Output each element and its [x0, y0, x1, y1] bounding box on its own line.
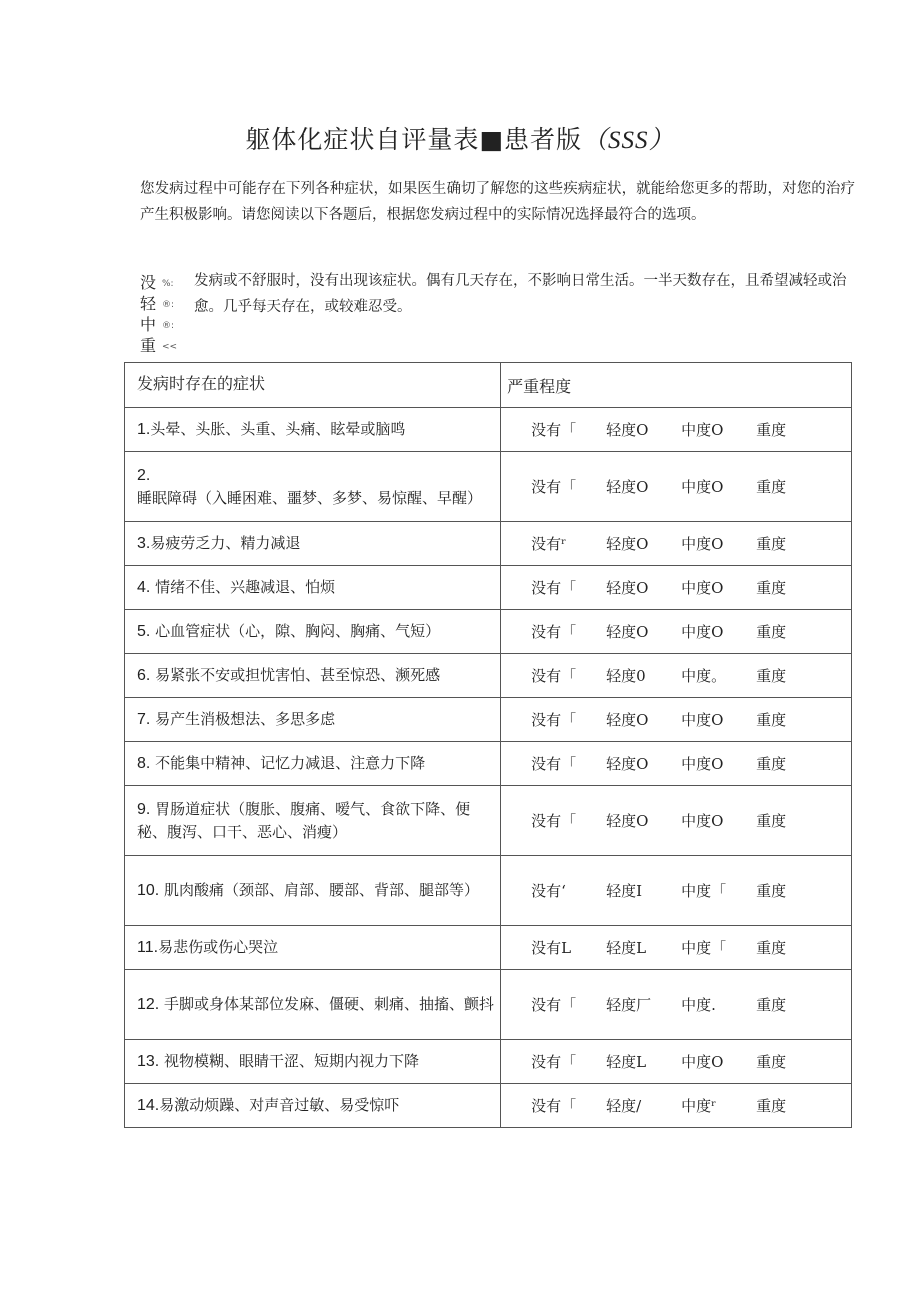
severity-option-moderate[interactable]: 中度O: [681, 812, 724, 830]
symptom-number: 12.: [137, 996, 160, 1013]
symptom-cell: [125, 408, 501, 452]
severity-options: [507, 419, 845, 440]
symptom-text: 肌肉酸痛（颈部、肩部、腰部、背部、腿部等）: [159, 881, 480, 899]
severity-option-severe[interactable]: 重度: [756, 1097, 787, 1115]
severity-option-none[interactable]: 没有‘: [531, 882, 566, 900]
legend-mark: ®:: [162, 300, 175, 310]
table-row: [125, 856, 852, 926]
form-title-main: 躯体化症状自评量表■患者版: [245, 125, 583, 154]
table-row: [125, 408, 852, 452]
severity-options: [507, 476, 845, 497]
symptom-text: 头晕、头胀、头重、头痛、眩晕或脑鸣: [150, 420, 406, 438]
severity-option-mild[interactable]: 轻度O: [606, 421, 649, 439]
severity-options: [507, 709, 845, 730]
legend-mark: ®:: [162, 321, 175, 331]
severity-option-mild[interactable]: 轻度O: [606, 711, 649, 729]
severity-option-severe[interactable]: 重度: [756, 996, 787, 1014]
table-row: [125, 970, 852, 1040]
symptom-cell: [125, 856, 501, 926]
severity-options: [507, 533, 845, 554]
symptom-number: 4.: [137, 579, 151, 596]
severity-option-none[interactable]: 没有「: [531, 711, 577, 729]
severity-cell: [501, 742, 852, 786]
severity-options: [507, 994, 845, 1015]
symptom-number: 14.: [137, 1097, 160, 1114]
severity-option-none[interactable]: 没有「: [531, 812, 577, 830]
severity-options: [507, 665, 845, 686]
severity-option-mild[interactable]: 轻度I: [606, 882, 643, 900]
header-symptom: 发病时存在的症状: [125, 363, 501, 408]
severity-option-none[interactable]: 没有ʳ: [531, 535, 567, 553]
severity-cell: [501, 698, 852, 742]
severity-options: [507, 810, 845, 831]
severity-options: [507, 753, 845, 774]
symptom-text: 易激动烦躁、对声音过敏、易受惊吓: [159, 1096, 400, 1114]
severity-option-moderate[interactable]: 中度O: [681, 623, 724, 641]
symptom-cell: [125, 786, 501, 856]
table-body: [125, 408, 852, 1128]
severity-option-severe[interactable]: 重度: [756, 755, 787, 773]
severity-option-none[interactable]: 没有「: [531, 478, 577, 496]
symptom-cell: [125, 610, 501, 654]
severity-options: [507, 1095, 845, 1116]
severity-cell: [501, 1040, 852, 1084]
severity-option-severe[interactable]: 重度: [756, 535, 787, 553]
severity-cell: [501, 1084, 852, 1128]
severity-option-severe[interactable]: 重度: [756, 579, 787, 597]
symptom-cell: [125, 522, 501, 566]
severity-cell: [501, 970, 852, 1040]
symptom-cell: [125, 742, 501, 786]
severity-option-severe[interactable]: 重度: [756, 882, 787, 900]
severity-option-moderate[interactable]: 中度「: [681, 882, 727, 900]
intro-paragraph: 您发病过程中可能存在下列各种症状，如果医生确切了解您的这些疾病症状，就能给您更多的帮助，对您的治疗产生积极影响。请您阅读以下各题后，根据您发病过程中的实际情况选择最符合的选项。: [140, 181, 855, 223]
severity-option-severe[interactable]: 重度: [756, 421, 787, 439]
header-severity: 严重程度: [501, 363, 852, 408]
severity-cell: [501, 926, 852, 970]
symptom-cell: [125, 926, 501, 970]
severity-option-severe[interactable]: 重度: [756, 711, 787, 729]
table-row: [125, 1084, 852, 1128]
symptom-text: 睡眠障碍（入睡困难、噩梦、多梦、易惊醒、早醒）: [137, 489, 483, 507]
severity-option-mild[interactable]: 轻度L: [606, 939, 647, 957]
table-row: [125, 654, 852, 698]
table-row: [125, 698, 852, 742]
symptom-text: 胃肠道症状（腹胀、腹痛、嗳气、食欲下降、便秘、腹泻、口干、恶心、消瘦）: [137, 800, 471, 841]
symptom-text: 易紧张不安或担忧害怕、甚至惊恐、濒死感: [150, 666, 441, 684]
severity-option-mild[interactable]: 轻度O: [606, 812, 649, 830]
severity-option-mild[interactable]: 轻度O: [606, 535, 649, 553]
severity-option-moderate[interactable]: 中度O: [681, 421, 724, 439]
severity-option-severe[interactable]: 重度: [756, 1053, 787, 1071]
severity-option-none[interactable]: 没有「: [531, 421, 577, 439]
severity-option-severe[interactable]: 重度: [756, 812, 787, 830]
symptom-cell: [125, 970, 501, 1040]
severity-option-none[interactable]: 没有「: [531, 667, 577, 685]
table-row: [125, 926, 852, 970]
severity-cell: [501, 856, 852, 926]
legend-label-mild: 轻: [140, 294, 157, 313]
severity-cell: [501, 786, 852, 856]
severity-option-moderate[interactable]: 中度。: [681, 667, 727, 685]
severity-option-severe[interactable]: 重度: [756, 939, 787, 957]
form-title-abbrev: （SSS）: [582, 127, 675, 154]
table-row: [125, 610, 852, 654]
table-row: [125, 786, 852, 856]
severity-legend: [140, 268, 855, 358]
legend-description: 发病或不舒服时，没有出现该症状。偶有几天存在，不影响日常生活。一半天数存在，且希望减轻或治愈。几乎每天存在，或较难忍受。: [194, 273, 847, 315]
form-title: [0, 120, 920, 156]
severity-option-none[interactable]: 没有「: [531, 623, 577, 641]
symptom-number: 9.: [137, 801, 151, 818]
severity-option-mild[interactable]: 轻度0: [606, 667, 646, 685]
symptom-number: 3.: [137, 535, 151, 552]
symptom-table: [124, 362, 852, 1128]
severity-option-moderate[interactable]: 中度O: [681, 1053, 724, 1071]
severity-options: [507, 577, 845, 598]
severity-option-none[interactable]: 没有「: [531, 1097, 577, 1115]
symptom-text: 心血管症状（心，隙、胸闷、胸痛、气短）: [150, 622, 441, 640]
symptom-number: 11.: [137, 939, 159, 956]
symptom-cell: [125, 698, 501, 742]
severity-option-moderate[interactable]: 中度O: [681, 535, 724, 553]
severity-options: [507, 880, 845, 901]
severity-option-mild[interactable]: 轻度O: [606, 478, 649, 496]
severity-option-moderate[interactable]: 中度「: [681, 939, 727, 957]
symptom-number: 8.: [137, 755, 151, 772]
legend-labels: [140, 272, 162, 356]
symptom-cell: [125, 566, 501, 610]
symptom-number: 10.: [137, 882, 160, 899]
legend-mark: %:: [162, 279, 174, 289]
severity-option-mild[interactable]: 轻度L: [606, 1053, 647, 1071]
severity-option-moderate[interactable]: 中度O: [681, 478, 724, 496]
severity-option-mild[interactable]: 轻度O: [606, 623, 649, 641]
severity-cell: [501, 452, 852, 522]
severity-option-mild[interactable]: 轻度/: [606, 1097, 642, 1115]
legend-label-moderate: 中: [140, 315, 157, 334]
severity-cell: [501, 408, 852, 452]
severity-option-mild[interactable]: 轻度O: [606, 579, 649, 597]
symptom-text: 视物模糊、眼睛干涩、短期内视力下降: [159, 1052, 420, 1070]
severity-option-none[interactable]: 没有「: [531, 996, 577, 1014]
severity-cell: [501, 654, 852, 698]
severity-option-moderate[interactable]: 中度ʳ: [681, 1097, 717, 1115]
severity-option-severe[interactable]: 重度: [756, 478, 787, 496]
symptom-cell: [125, 654, 501, 698]
severity-option-moderate[interactable]: 中度O: [681, 579, 724, 597]
table-row: [125, 566, 852, 610]
symptom-text: 易疲劳乏力、精力减退: [150, 534, 301, 552]
severity-option-severe[interactable]: 重度: [756, 623, 787, 641]
legend-mark: <<: [162, 342, 178, 352]
severity-option-none[interactable]: 没有「: [531, 1053, 577, 1071]
severity-option-moderate[interactable]: 中度.: [681, 996, 716, 1014]
severity-option-mild[interactable]: 轻度厂: [606, 996, 652, 1014]
severity-option-moderate[interactable]: 中度O: [681, 755, 724, 773]
symptom-text: 不能集中精神、记忆力减退、注意力下降: [150, 754, 426, 772]
severity-option-mild[interactable]: 轻度O: [606, 755, 649, 773]
legend-label-severe: 重: [140, 336, 157, 355]
severity-option-none[interactable]: 没有L: [531, 939, 572, 957]
symptom-text: 易悲伤或伤心哭泣: [158, 938, 279, 956]
symptom-number: 13.: [137, 1053, 160, 1070]
symptom-number: 1.: [137, 421, 151, 438]
symptom-cell: [125, 452, 501, 522]
severity-cell: [501, 566, 852, 610]
severity-option-none[interactable]: 没有「: [531, 755, 577, 773]
symptom-number: 5.: [137, 623, 151, 640]
severity-options: [507, 621, 845, 642]
symptom-number: 7.: [137, 711, 151, 728]
symptom-cell: [125, 1040, 501, 1084]
severity-options: [507, 1051, 845, 1072]
severity-option-moderate[interactable]: 中度O: [681, 711, 724, 729]
table-row: [125, 522, 852, 566]
symptom-text: 情绪不佳、兴趣减退、怕烦: [150, 578, 336, 596]
symptom-cell: [125, 1084, 501, 1128]
legend-label-none: 没: [140, 273, 157, 292]
severity-option-none[interactable]: 没有「: [531, 579, 577, 597]
table-row: [125, 452, 852, 522]
severity-options: [507, 937, 845, 958]
symptom-text: 手脚或身体某部位发麻、僵硬、刺痛、抽搐、颤抖: [159, 995, 495, 1013]
table-row: [125, 742, 852, 786]
table-header-row: [125, 363, 852, 408]
table-row: [125, 1040, 852, 1084]
symptom-number: 6.: [137, 667, 151, 684]
severity-cell: [501, 610, 852, 654]
severity-cell: [501, 522, 852, 566]
symptom-number: 2.: [137, 467, 151, 484]
legend-marks: [162, 274, 176, 358]
severity-option-severe[interactable]: 重度: [756, 667, 787, 685]
symptom-text: 易产生消极想法、多思多虑: [150, 710, 336, 728]
